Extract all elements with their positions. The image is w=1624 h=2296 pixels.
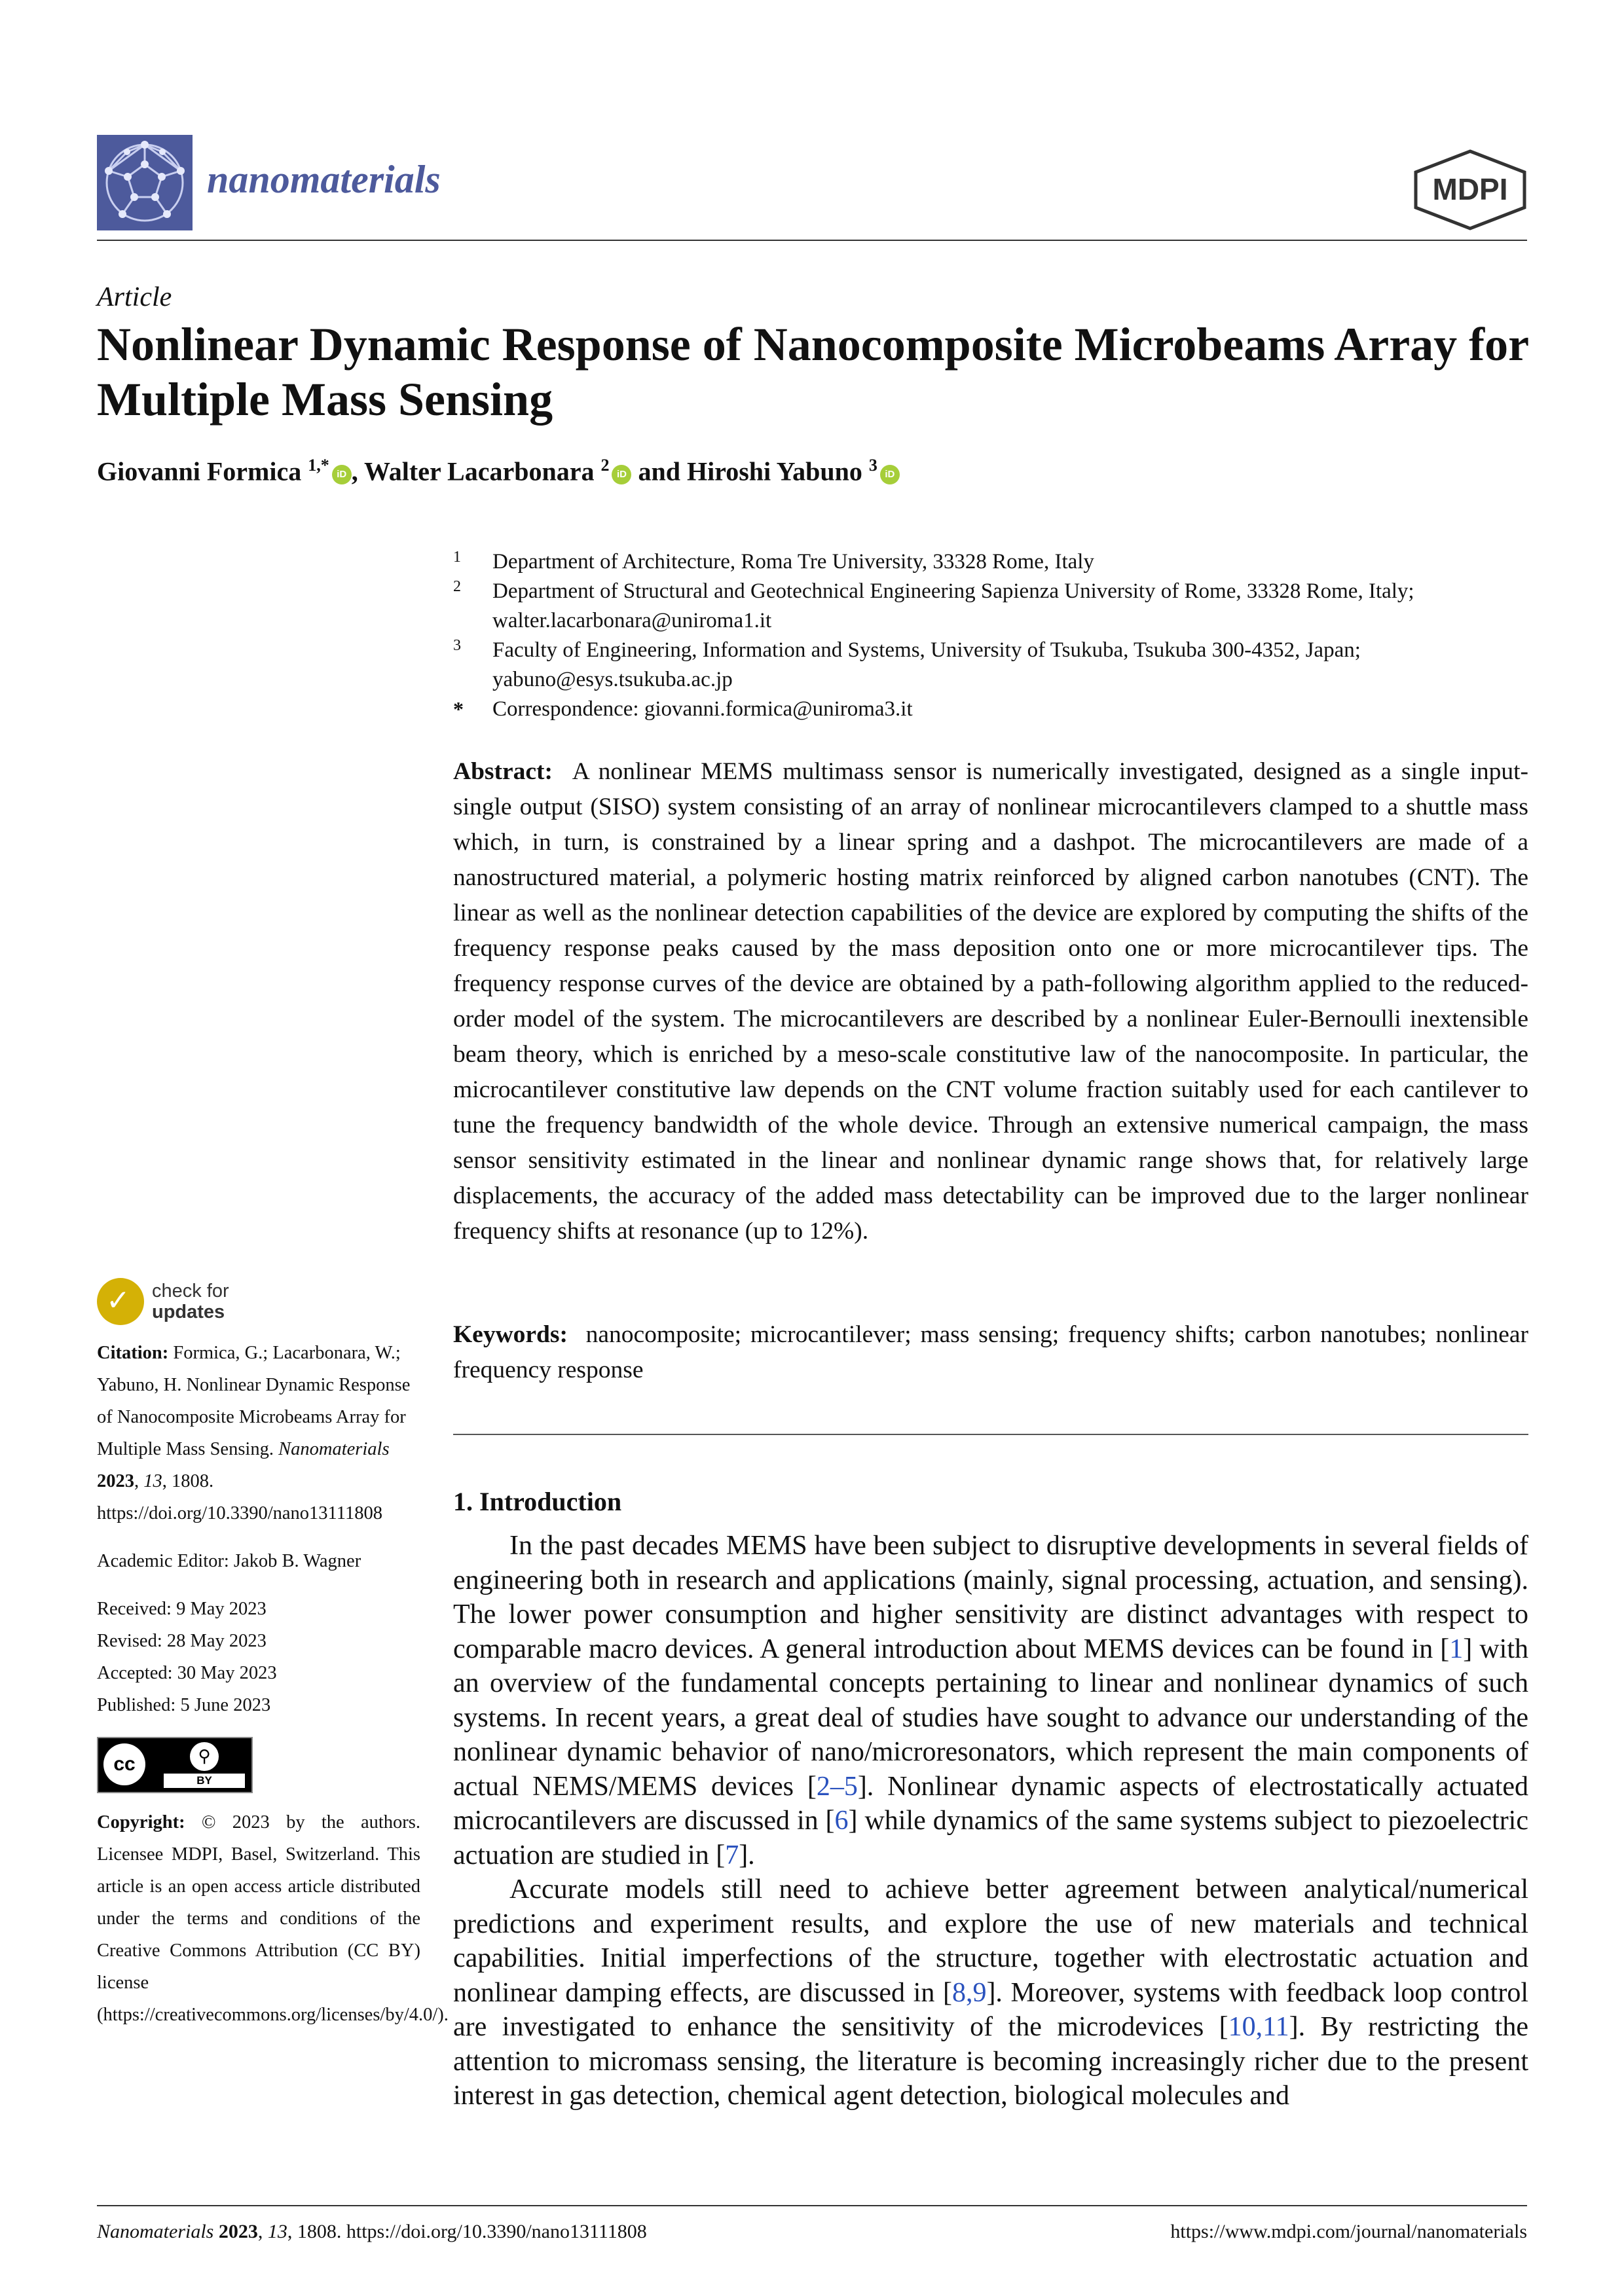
affiliation-item	[453, 577, 1534, 636]
affiliation-text: Correspondence: giovanni.formica@uniroma3.it	[492, 697, 913, 721]
author-name: Giovanni Formica	[97, 456, 302, 486]
reference-link[interactable]: 2–5	[816, 1771, 858, 1802]
attribution-person-icon: ⚲	[190, 1742, 219, 1771]
paragraph-text: ].	[739, 1840, 755, 1870]
creative-commons-icon: cc	[103, 1743, 145, 1785]
footer-doi[interactable]: , 1808. https://doi.org/10.3390/nano13111808	[287, 2221, 647, 2242]
paragraph	[453, 1872, 1528, 2113]
affiliation-mark: 3	[453, 637, 461, 654]
footer-divider	[97, 2205, 1527, 2206]
abstract	[453, 754, 1528, 1249]
section-heading-introduction: 1. Introduction	[453, 1487, 622, 1516]
affiliation-text: Department of Architecture, Roma Tre University, 33328 Rome, Italy	[492, 550, 1094, 574]
date-line: Revised: 28 May 2023	[97, 1631, 267, 1651]
date-line: Received: 9 May 2023	[97, 1599, 267, 1619]
footer-volume: 13	[267, 2221, 287, 2242]
orcid-icon[interactable]: iD	[612, 465, 631, 484]
keywords-label: Keywords:	[453, 1321, 568, 1348]
author-list	[97, 456, 900, 486]
check-updates-icon: ✓	[97, 1278, 144, 1325]
abstract-label: Abstract:	[453, 758, 553, 785]
affiliation-item	[453, 547, 1534, 577]
affiliations	[453, 547, 1534, 724]
journal-logo	[97, 135, 193, 230]
publisher-name: MDPI	[1432, 172, 1508, 206]
paragraph-text: Accurate models still need to achieve better agreement between analytical/numerical predictions and experiment results, and explore the use of new materials and technical capabilities. Initial imperfections of the structure, together with electrostatic actuation and nonlinear damping effects, are discussed in [	[453, 1874, 1528, 2008]
affiliation-item	[453, 695, 1534, 724]
sidebar	[97, 1337, 449, 2031]
citation-journal: Nanomaterials	[278, 1439, 390, 1459]
affiliation-text: Faculty of Engineering, Information and Systems, University of Tsukuba, Tsukuba 300-4352, Japan; yabuno@esys.tsukuba.ac.jp	[492, 638, 1361, 691]
citation-label: Citation:	[97, 1343, 169, 1363]
keywords	[453, 1317, 1528, 1388]
header-divider	[97, 240, 1527, 241]
author-separator: and	[631, 456, 687, 486]
journal-name: nanomaterials	[207, 158, 441, 201]
date-line: Published: 5 June 2023	[97, 1695, 271, 1715]
reference-link[interactable]: 7	[725, 1840, 739, 1870]
paragraph-text: ]. Moreover, systems with feedback loop control are investigated to enhance the sensitivity of the microdevices [	[453, 1977, 1528, 2042]
paragraph	[453, 1529, 1528, 1872]
reference-link[interactable]: 10,11	[1228, 2012, 1289, 2042]
affiliation-item	[453, 636, 1534, 695]
reference-link[interactable]: 8,9	[951, 1977, 987, 2008]
affiliation-mark: *	[453, 697, 464, 721]
footer-journal-url[interactable]: https://www.mdpi.com/journal/nanomaterials	[1170, 2221, 1527, 2242]
author-separator: ,	[351, 456, 364, 486]
paragraph-text: ] while dynamics of the same systems subject to piezoelectric actuation are studied in [	[453, 1806, 1528, 1870]
article-title: Nonlinear Dynamic Response of Nanocomposite Microbeams Array for Multiple Mass Sensing	[97, 318, 1528, 426]
check-for-updates-badge[interactable]	[97, 1278, 293, 1330]
reference-link[interactable]: 6	[834, 1806, 849, 1836]
article-dates	[97, 1593, 420, 1721]
footer-citation: Nanomaterials 2023, 13, 1808. https://doi.org/10.3390/nano13111808	[97, 2221, 647, 2242]
copyright	[97, 1806, 449, 2031]
author-name: Walter Lacarbonara	[364, 456, 595, 486]
article-type: Article	[97, 282, 172, 312]
author-affiliation-mark: 2	[600, 456, 610, 475]
author-name: Hiroshi Yabuno	[686, 456, 862, 486]
citation: Citation: Formica, G.; Lacarbonara, W.; Yabuno, H. Nonlinear Dynamic Response of Nanocomposite Microbeams Array for Multiple Mass Sensing. Nanomaterials 2023, 13, 1808. https://doi.org/10.3390/nano13111808	[97, 1343, 411, 1523]
abstract-text: A nonlinear MEMS multimass sensor is numerically investigated, designed as a single input-single output (SISO) system consisting of an array of nonlinear microcantilevers clamped to a shuttle mass which, in turn, is constrained by a linear spring and a dashpot. The microcantilevers are made of a nanostructured material, a polymeric hosting matrix reinforced by aligned carbon nanotubes (CNT). The linear as well as the nonlinear detection capabilities of the device are explored by computing the shifts of the frequency response peaks caused by the mass deposition onto one or more microcantilever tips. The frequency response curves of the device are obtained by a path-following algorithm applied to the reduced-order model of the system. The microcantilevers are described by a nonlinear Euler-Bernoulli inextensible beam theory, which is enriched by a meso-scale constitutive law of the nanocomposite. In particular, the microcantilever constitutive law depends on the CNT volume fraction suitably used for each cantilever to tune the frequency bandwidth of the whole device. Through an extensive numerical campaign, the mass sensor sensitivity estimated in the linear and nonlinear dynamic range shows that, for relatively large displacements, the accuracy of the added mass detectability can be improved due to the larger nonlinear frequency shifts at resonance (up to 12%).	[453, 758, 1529, 1245]
fullerene-molecule-icon	[97, 135, 193, 230]
cc-by-license-badge[interactable]	[97, 1737, 253, 1793]
citation-authors-title: Formica, G.; Lacarbonara, W.; Yabuno, H. Nonlinear Dynamic Response of Nanocomposite Microbeams Array for Multiple Mass Sensing.	[97, 1343, 411, 1459]
academic-editor: Academic Editor: Jakob B. Wagner	[97, 1551, 361, 1571]
copyright-label: Copyright:	[97, 1812, 185, 1832]
footer-year: 2023	[218, 2221, 258, 2242]
orcid-icon[interactable]: iD	[880, 465, 900, 484]
footer-journal: Nanomaterials	[97, 2221, 214, 2242]
introduction-body	[453, 1529, 1528, 2113]
keywords-text: nanocomposite; microcantilever; mass sensing; frequency shifts; carbon nanotubes; nonlinear frequency response	[453, 1321, 1529, 1383]
affiliation-mark: 1	[453, 549, 461, 566]
orcid-icon[interactable]: iD	[332, 465, 352, 484]
paragraph-text: ]. Nonlinear dynamic aspects of electrostatically actuated microcantilevers are discussed in [	[453, 1771, 1528, 1836]
date-line: Accepted: 30 May 2023	[97, 1663, 277, 1683]
affiliation-text: Department of Structural and Geotechnical Engineering Sapienza University of Rome, 33328 Rome, Italy; walter.lacarbonara@uniroma1.it	[492, 579, 1414, 632]
author-affiliation-mark: 1,*	[308, 456, 329, 475]
citation-volume: 13	[143, 1471, 162, 1491]
author-affiliation-mark: 3	[868, 456, 877, 475]
reference-link[interactable]: 1	[1449, 1633, 1464, 1664]
copyright-text: © 2023 by the authors. Licensee MDPI, Basel, Switzerland. This article is an open access article distributed under the terms and conditions of the Creative Commons Attribution (CC BY) license (https://creativecommons.org/licenses/by/4.0/).	[97, 1812, 449, 2025]
check-updates-line2: updates	[152, 1302, 225, 1322]
paragraph-text: In the past decades MEMS have been subject to disruptive developments in several fields of engineering both in research and applications (mainly, signal processing, actuation, and sensing). The lower power consumption and higher sensitivity are distinct advantages with respect to comparable macro devices. A general introduction about MEMS devices can be found in [	[453, 1531, 1528, 1664]
mdpi-logo	[1408, 147, 1532, 232]
citation-year: 2023	[97, 1471, 134, 1491]
paragraph-text: ] with an overview of the fundamental concepts pertaining to linear and nonlinear dynamics of such systems. In recent years, a great deal of studies have sought to advance our understanding of the nonlinear dynamic behavior of nano/microresonators, which represent the main components of actual NEMS/MEMS devices [	[453, 1633, 1528, 1802]
abstract-divider	[453, 1434, 1528, 1435]
by-label: BY	[164, 1774, 245, 1788]
check-updates-line1: check for	[152, 1281, 229, 1302]
paragraph-text: ]. By restricting the attention to micromass sensing, the literature is becoming increasingly richer due to the present interest in gas detection, chemical agent detection, biological molecules and	[453, 2012, 1528, 2111]
affiliation-mark: 2	[453, 578, 461, 595]
citation-doi[interactable]: , 1808. https://doi.org/10.3390/nano13111808	[97, 1471, 382, 1523]
